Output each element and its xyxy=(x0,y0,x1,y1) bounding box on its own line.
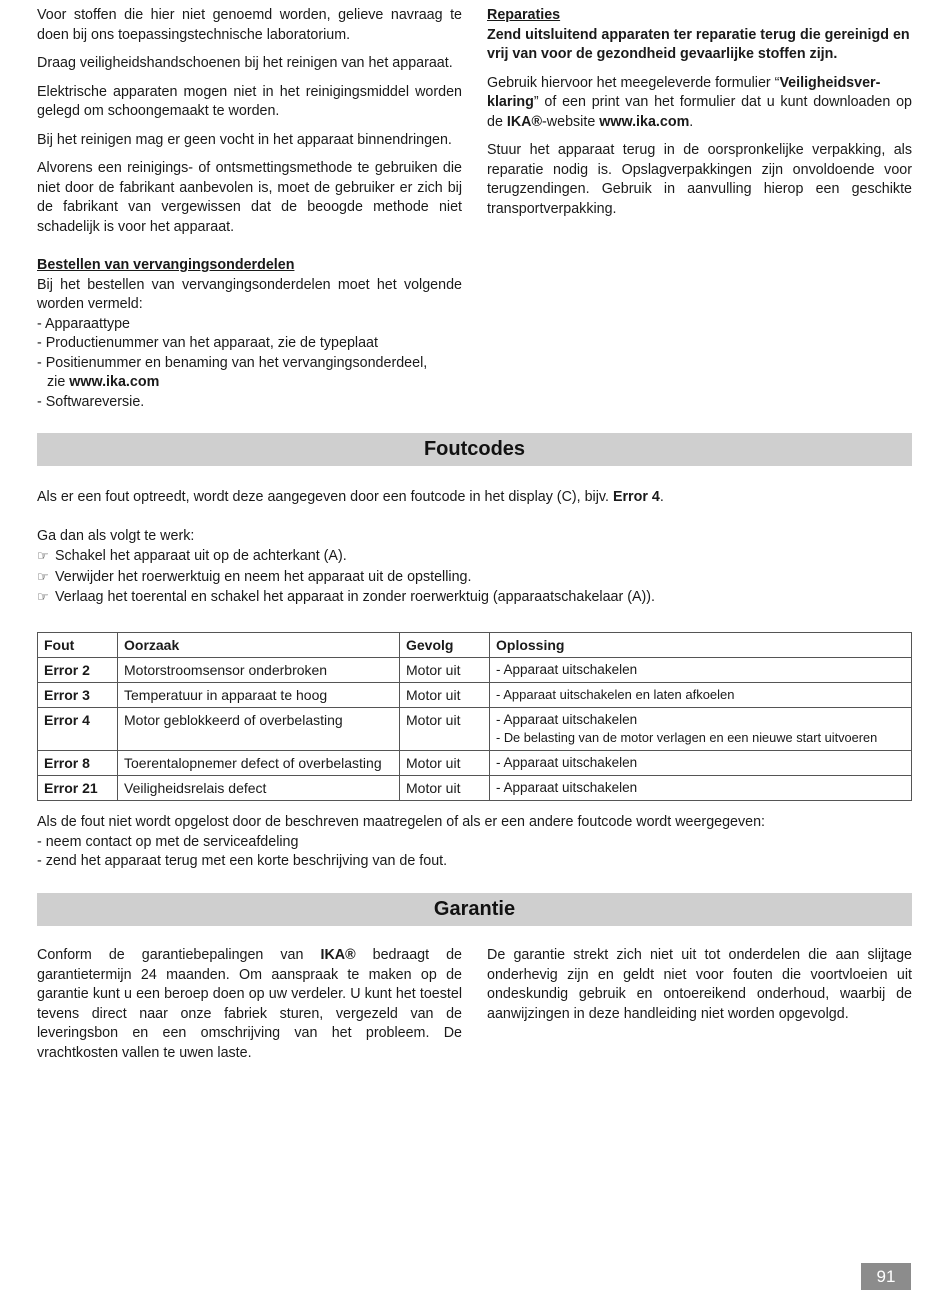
column-header-oorzaak: Oorzaak xyxy=(118,633,400,658)
cause-cell: Motorstroomsensor onderbroken xyxy=(118,658,400,683)
step-text: Verlaag het toerental en schakel het apparaat in zonder roerwerktuig (apparaatschakelaar (A)). xyxy=(55,589,656,605)
solution-cell xyxy=(490,751,912,776)
warranty-text: bedraagt de garantietermijn 24 maanden. Om aanspraak te maken op de garantie kunt u een beroep doen op uw verdeler. U kunt het toestel tevens direct naar onze fabriek sturen, vergezeld van de leveringsbon en een omschrijving van het probleem. De vrachtkosten vallen te uwen laste. xyxy=(37,947,462,1061)
error-code-cell: Error 21 xyxy=(38,776,118,801)
spare-parts-item: - Softwareversie. xyxy=(37,393,145,410)
paragraph-no-moisture: Bij het reinigen mag er geen vocht in het apparaat binnendringen. xyxy=(37,131,452,148)
error-codes-banner: Foutcodes xyxy=(37,433,912,466)
effect-cell: Motor uit xyxy=(400,751,490,776)
table-row xyxy=(38,751,912,776)
solution-line: - Apparaat uitschakelen en laten afkoelen xyxy=(496,687,735,702)
followup-item: - neem contact op met de serviceafdeling xyxy=(37,833,299,850)
step-text: Verwijder het roerwerktuig en neem het apparaat uit de opstelling. xyxy=(55,568,472,585)
solution-cell xyxy=(490,683,912,708)
error-codes-intro xyxy=(37,488,912,608)
solution-cell xyxy=(490,708,912,751)
paragraph-cleaning-method: Alvorens een reinigings- of ontsmettingsmethode te gebruiken die niet door de fabrikant aanbevolen is, moet de gebruiker er zich bij de fabrikant van vergewissen dat de beoogde methode niet schadelijk is voor het apparaat. xyxy=(37,160,462,235)
solution-line: - Apparaat uitschakelen xyxy=(496,662,638,677)
solution-line: - Apparaat uitschakelen xyxy=(496,712,638,727)
repairs-text: ” of een print van het formulier dat u kunt downloaden op de xyxy=(487,94,912,130)
followup-item: - zend het apparaat terug met een korte beschrijving van de fout. xyxy=(37,853,448,869)
effect-cell: Motor uit xyxy=(400,658,490,683)
repairs-bold-intro: Zend uitsluitend apparaten ter reparatie terug die gereinigd en vrij van voor de gezondheid gevaarlijke stoffen zijn. xyxy=(487,26,910,62)
pointing-hand-icon: ☞ xyxy=(37,548,49,563)
column-header-oplossing: Oplossing xyxy=(490,633,912,658)
table-row xyxy=(38,776,912,801)
repairs-packaging-paragraph: Stuur het apparaat terug in de oorspronkelijke verpakking, als reparatie nodig is. Opslagverpakkingen zijn onvoldoende voor terugzendingen. Gebruik in aanvulling hierop een geschikte transportverpakking. xyxy=(487,142,912,217)
column-header-gevolg: Gevolg xyxy=(400,633,490,658)
repairs-heading: Reparaties xyxy=(487,7,561,23)
left-column xyxy=(37,6,462,412)
solution-line: - Apparaat uitschakelen xyxy=(496,755,638,770)
solution-cell xyxy=(490,776,912,801)
effect-cell: Motor uit xyxy=(400,708,490,751)
ika-brand: IKA® xyxy=(320,947,356,963)
warranty-text: Conform de garantiebepalingen van xyxy=(37,947,321,963)
effect-cell: Motor uit xyxy=(400,776,490,801)
pointing-hand-icon: ☞ xyxy=(37,568,49,584)
page-number: 91 xyxy=(861,1263,911,1290)
warranty-left-column xyxy=(37,946,462,1063)
table-row xyxy=(38,708,912,751)
solution-cell xyxy=(490,658,912,683)
table-row xyxy=(38,658,912,683)
spare-parts-item: - Productienummer van het apparaat, zie de typeplaat xyxy=(37,335,378,351)
error-followup xyxy=(37,813,912,872)
pointing-hand-icon: ☞ xyxy=(37,589,49,604)
warranty-banner: Garantie xyxy=(37,893,912,926)
repairs-text: -website xyxy=(542,113,600,130)
column-header-fout: Fout xyxy=(38,633,118,658)
table-header-row xyxy=(38,633,912,658)
spare-parts-item: - Apparaattype xyxy=(37,315,130,332)
ika-website-link[interactable]: www.ika.com xyxy=(599,113,690,130)
step-item xyxy=(37,546,912,567)
error-code-cell: Error 4 xyxy=(38,708,118,751)
cause-cell: Motor geblokkeerd of overbelasting xyxy=(118,708,400,751)
error-code-table xyxy=(37,632,912,801)
cause-cell: Veiligheidsrelais defect xyxy=(118,776,400,801)
paragraph-no-immersion: Elektrische apparaten mogen niet in het reinigingsmiddel worden gelegd om schoongemaakt te worden. xyxy=(37,83,462,119)
warranty-right-paragraph: De garantie strekt zich niet uit tot onderdelen die aan slijtage onderhevig zijn en geldt niet voor fouten die voortvloeien uit ondeskundig gebruik en ontoereikend onderhoud, waarbij de aanwijzingen in deze handleiding niet worden opgevolgd. xyxy=(487,947,912,1022)
right-column xyxy=(487,6,912,219)
paragraph-other-substances: Voor stoffen die hier niet genoemd worden, gelieve navraag te doen bij ons toepassingstechnische laboratorium. xyxy=(37,7,462,43)
step-item xyxy=(37,567,912,588)
form-name-part: klaring xyxy=(487,94,534,110)
warranty-left-paragraph xyxy=(37,946,462,1063)
spare-parts-item-continued xyxy=(37,373,462,393)
form-name-part: Veiligheidsver- xyxy=(779,74,881,91)
ika-brand: IKA® xyxy=(506,113,543,130)
error-code-cell: Error 2 xyxy=(38,658,118,683)
repairs-text: Gebruik hiervoor het meegeleverde formulier “ xyxy=(487,74,780,91)
error-example-code: Error 4 xyxy=(612,489,660,505)
spare-parts-intro: Bij het bestellen van vervangingsonderdelen moet het volgende worden vermeld: xyxy=(37,276,462,312)
paragraph-gloves: Draag veiligheidshandschoenen bij het reinigen van het apparaat. xyxy=(37,55,453,71)
cause-cell: Temperatuur in apparaat te hoog xyxy=(118,683,400,708)
error-intro-text: . xyxy=(659,489,664,505)
error-intro-paragraph xyxy=(37,488,912,508)
spare-parts-item: - Positienummer en benaming van het vervangingsonderdeel, xyxy=(37,354,428,371)
step-item xyxy=(37,587,912,608)
followup-intro: Als de fout niet wordt opgelost door de beschreven maatregelen of als er een andere foutcode wordt weergegeven: xyxy=(37,814,766,830)
warranty-right-column xyxy=(487,946,912,1024)
error-intro-text: Als er een fout optreedt, wordt deze aangegeven door een foutcode in het display (C), bijv. xyxy=(37,489,613,505)
ika-website-link[interactable]: www.ika.com xyxy=(69,374,160,390)
spare-parts-heading: Bestellen van vervangingsonderdelen xyxy=(37,257,295,273)
cause-cell: Toerentalopnemer defect of overbelasting xyxy=(118,751,400,776)
solution-line: - De belasting van de motor verlagen en een nieuwe start uitvoeren xyxy=(496,730,878,745)
step-text: Schakel het apparaat uit op de achterkant (A). xyxy=(55,548,347,564)
solution-line: - Apparaat uitschakelen xyxy=(496,780,638,795)
table-row xyxy=(38,683,912,708)
repairs-text: . xyxy=(689,113,694,130)
effect-cell: Motor uit xyxy=(400,683,490,708)
error-code-cell: Error 8 xyxy=(38,751,118,776)
repairs-form-paragraph xyxy=(487,74,912,133)
error-code-cell: Error 3 xyxy=(38,683,118,708)
spare-parts-see-text: zie xyxy=(47,374,70,390)
spare-parts-section xyxy=(37,256,462,412)
proceed-text: Ga dan als volgt te werk: xyxy=(37,527,195,544)
